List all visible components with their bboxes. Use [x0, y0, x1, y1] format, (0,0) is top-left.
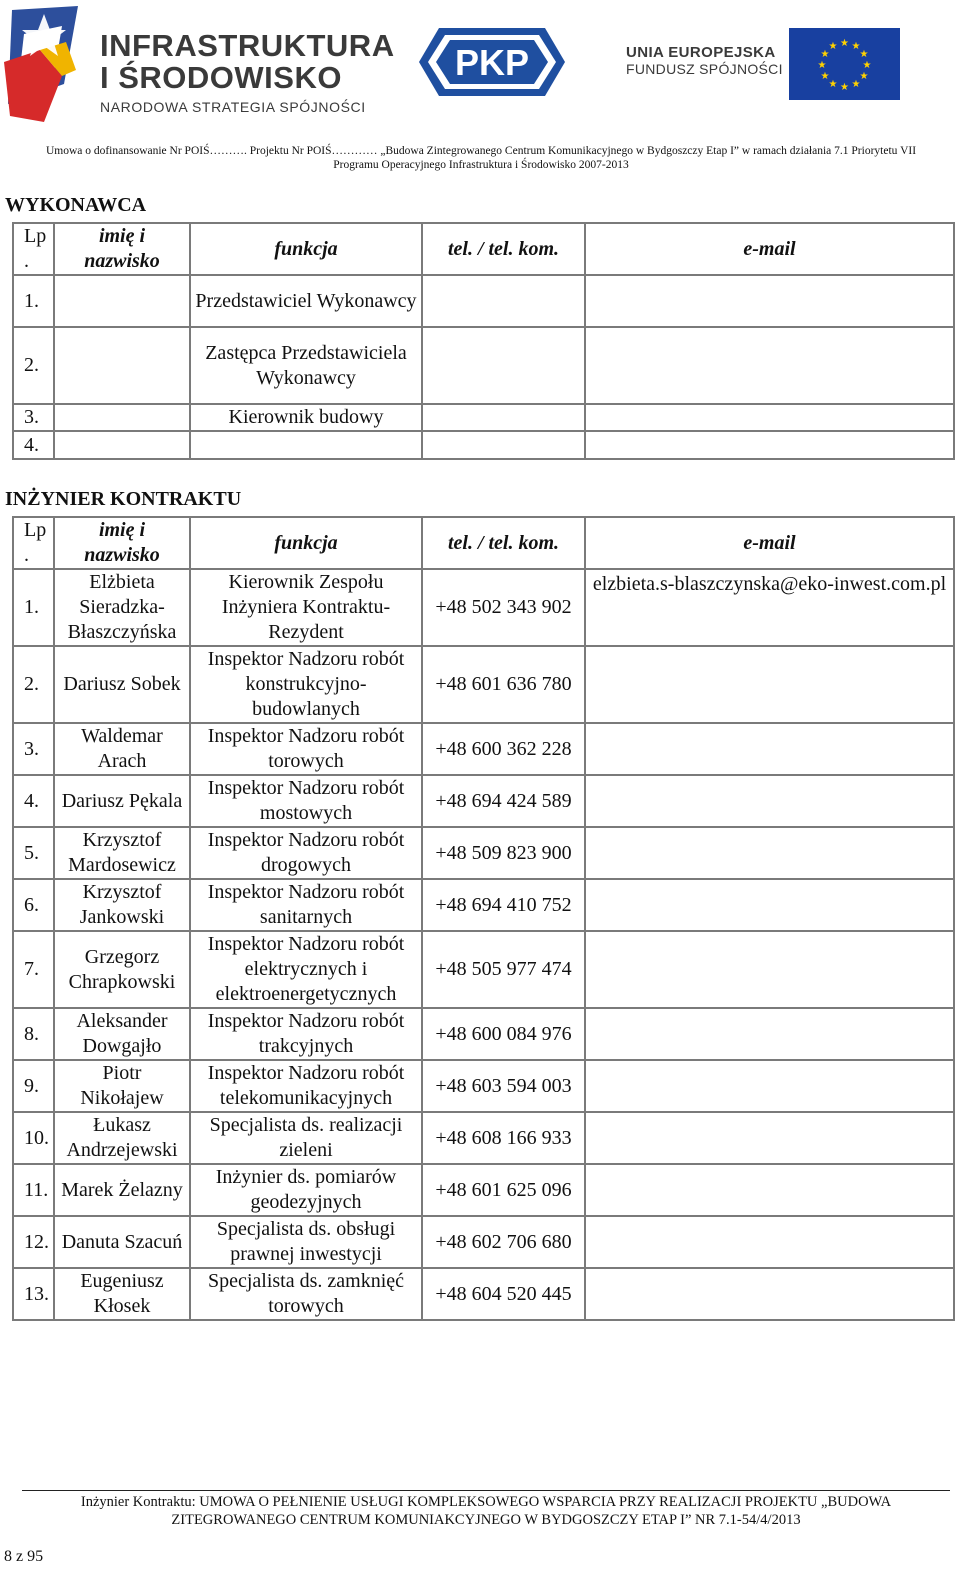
- row-email: [585, 723, 954, 775]
- table-row: [13, 775, 954, 827]
- row-email: [585, 879, 954, 931]
- row-lp: 2.: [13, 327, 54, 404]
- page-number: 8 z 95: [4, 1548, 44, 1565]
- footer-line2: ZITEGROWANEGO CENTRUM KOMUNIAKCYJNEGO W BYDGOSZCZY ETAP I” NR 7.1-54/4/2013: [171, 1512, 801, 1528]
- infrastruktura-logo-text: [100, 30, 395, 115]
- row-function: Specjalista ds. obsługi prawnej inwestycji: [190, 1216, 422, 1268]
- row-name: Piotr Nikołajew: [54, 1060, 190, 1112]
- row-function: Inspektor Nadzoru robót torowych: [190, 723, 422, 775]
- table-row: [13, 431, 954, 459]
- row-function: Inspektor Nadzoru robót drogowych: [190, 827, 422, 879]
- eu-fund-text: [626, 44, 783, 77]
- row-email: [585, 1216, 954, 1268]
- row-email: [585, 1008, 954, 1060]
- contractor-table: [12, 222, 955, 460]
- svg-text:★: ★: [820, 49, 830, 60]
- row-lp: 9.: [13, 1060, 54, 1112]
- row-lp: 10.: [13, 1112, 54, 1164]
- row-function: Inspektor Nadzoru robót konstrukcyjno-budowlanych: [190, 646, 422, 723]
- row-phone: +48 600 084 976: [422, 1008, 585, 1060]
- header-logos: [0, 0, 960, 130]
- row-lp: 1.: [13, 275, 54, 327]
- svg-text:★: ★: [851, 79, 861, 90]
- table-row: [13, 1008, 954, 1060]
- row-email: [585, 1164, 954, 1216]
- agreement-line2: Programu Operacyjnego Infrastruktura i Środowisko 2007-2013: [333, 159, 629, 171]
- row-function: Inspektor Nadzoru robót telekomunikacyjnych: [190, 1060, 422, 1112]
- table-row: [13, 327, 954, 404]
- table-row: [13, 931, 954, 1008]
- row-function: Specjalista ds. realizacji zieleni: [190, 1112, 422, 1164]
- header-email: e-mail: [585, 223, 954, 275]
- row-function: Specjalista ds. zamknięć torowych: [190, 1268, 422, 1320]
- svg-text:★: ★: [862, 60, 872, 71]
- table-row: [13, 723, 954, 775]
- row-email: [585, 1112, 954, 1164]
- table-row: [13, 1164, 954, 1216]
- table-row: [13, 827, 954, 879]
- row-name: Krzysztof Mardosewicz: [54, 827, 190, 879]
- eu-flag-icon: [789, 28, 900, 100]
- row-email: [585, 775, 954, 827]
- row-phone: +48 502 343 902: [422, 569, 585, 646]
- row-name: [54, 327, 190, 404]
- row-name: [54, 275, 190, 327]
- row-name: Grzegorz Chrapkowski: [54, 931, 190, 1008]
- row-email: [585, 275, 954, 327]
- row-email: [585, 404, 954, 431]
- row-phone: +48 505 977 474: [422, 931, 585, 1008]
- table-row: [13, 1216, 954, 1268]
- contractor-section-title: WYKONAWCA: [5, 194, 147, 216]
- row-function: Inspektor Nadzoru robót sanitarnych: [190, 879, 422, 931]
- row-phone: +48 603 594 003: [422, 1060, 585, 1112]
- svg-text:★: ★: [820, 71, 830, 82]
- row-function: Inżynier ds. pomiarów geodezyjnych: [190, 1164, 422, 1216]
- row-email: [585, 827, 954, 879]
- row-email: [585, 646, 954, 723]
- row-lp: 1.: [13, 569, 54, 646]
- row-function: Inspektor Nadzoru robót trakcyjnych: [190, 1008, 422, 1060]
- table-row: [13, 1112, 954, 1164]
- agreement-line1: Umowa o dofinansowanie Nr POIŚ………. Projektu Nr POIŚ………… „Budowa Zintegrowanego Centrum Komunikacyjnego w Bydgoszczy Etap I” w ramach działania 7.1 Priorytetu VII: [45, 145, 917, 157]
- row-name: Elżbieta Sieradzka-Błaszczyńska: [54, 569, 190, 646]
- row-lp: 8.: [13, 1008, 54, 1060]
- is-logo-line2: I ŚRODOWISKO: [100, 60, 342, 95]
- row-lp: 7.: [13, 931, 54, 1008]
- svg-text:★: ★: [851, 41, 861, 52]
- is-logo-line3: NARODOWA STRATEGIA SPÓJNOŚCI: [100, 99, 366, 115]
- svg-text:★: ★: [828, 41, 838, 52]
- row-phone: +48 602 706 680: [422, 1216, 585, 1268]
- table-row: [13, 1060, 954, 1112]
- row-phone: +48 509 823 900: [422, 827, 585, 879]
- contact-email[interactable]: elzbieta.s-blaszczynska@eko-inwest.com.pl: [585, 569, 954, 646]
- row-name: Waldemar Arach: [54, 723, 190, 775]
- row-phone: +48 604 520 445: [422, 1268, 585, 1320]
- svg-text:★: ★: [859, 49, 869, 60]
- header-lp: Lp .: [13, 223, 54, 275]
- row-function: Inspektor Nadzoru robót elektrycznych i elektroenergetycznych: [190, 931, 422, 1008]
- row-email: [585, 327, 954, 404]
- row-lp: 4.: [13, 775, 54, 827]
- engineer-section-title: INŻYNIER KONTRAKTU: [5, 488, 242, 510]
- row-lp: 6.: [13, 879, 54, 931]
- row-function: Inspektor Nadzoru robót mostowych: [190, 775, 422, 827]
- footer-contract-reference: [22, 1493, 950, 1529]
- row-lp: 13.: [13, 1268, 54, 1320]
- row-lp: 2.: [13, 646, 54, 723]
- row-phone: +48 694 424 589: [422, 775, 585, 827]
- row-phone: [422, 404, 585, 431]
- row-name: Eugeniusz Kłosek: [54, 1268, 190, 1320]
- row-function: [190, 431, 422, 459]
- header-lp: Lp .: [13, 517, 54, 569]
- row-email: [585, 431, 954, 459]
- is-logo-line1: INFRASTRUKTURA: [100, 28, 395, 63]
- row-name: Aleksander Dowgajło: [54, 1008, 190, 1060]
- row-name: Danuta Szacuń: [54, 1216, 190, 1268]
- table-header-row: [13, 223, 954, 275]
- row-phone: [422, 327, 585, 404]
- header-email: e-mail: [585, 517, 954, 569]
- header-phone: tel. / tel. kom.: [422, 223, 585, 275]
- header-function: funkcja: [190, 223, 422, 275]
- row-phone: +48 600 362 228: [422, 723, 585, 775]
- row-email: [585, 931, 954, 1008]
- infrastruktura-logo-icon: [4, 4, 114, 122]
- row-phone: [422, 275, 585, 327]
- header-name: imię i nazwisko: [54, 517, 190, 569]
- row-lp: 4.: [13, 431, 54, 459]
- header-function: funkcja: [190, 517, 422, 569]
- table-row: [13, 569, 954, 646]
- row-email: [585, 1268, 954, 1320]
- agreement-reference: [14, 144, 948, 172]
- row-lp: 5.: [13, 827, 54, 879]
- table-row: [13, 646, 954, 723]
- eu-line2: FUNDUSZ SPÓJNOŚCI: [626, 61, 783, 77]
- row-lp: 3.: [13, 723, 54, 775]
- engineer-table: [12, 516, 955, 1321]
- row-lp: 12.: [13, 1216, 54, 1268]
- row-function: Kierownik Zespołu Inżyniera Kontraktu-Rezydent: [190, 569, 422, 646]
- table-row: [13, 404, 954, 431]
- row-function: Zastępca Przedstawiciela Wykonawcy: [190, 327, 422, 404]
- pkp-logo-text: PKP: [454, 42, 530, 83]
- footer-line1: Inżynier Kontraktu: UMOWA O PEŁNIENIE USŁUGI KOMPLEKSOWEGO WSPARCIA PRZY REALIZACJI PROJEKTU „BUDOWA: [80, 1494, 892, 1510]
- svg-text:★: ★: [840, 82, 849, 93]
- row-name: Dariusz Pękala: [54, 775, 190, 827]
- table-row: [13, 1268, 954, 1320]
- svg-text:★: ★: [828, 79, 838, 90]
- footer-divider: [22, 1490, 950, 1491]
- row-phone: +48 601 625 096: [422, 1164, 585, 1216]
- svg-text:★: ★: [840, 38, 849, 49]
- row-name: Krzysztof Jankowski: [54, 879, 190, 931]
- table-row: [13, 275, 954, 327]
- row-lp: 11.: [13, 1164, 54, 1216]
- row-name: Łukasz Andrzejewski: [54, 1112, 190, 1164]
- row-function: Przedstawiciel Wykonawcy: [190, 275, 422, 327]
- row-phone: [422, 431, 585, 459]
- header-name: imię i nazwisko: [54, 223, 190, 275]
- row-name: [54, 431, 190, 459]
- eu-line1: UNIA EUROPEJSKA: [626, 44, 776, 61]
- table-row: [13, 879, 954, 931]
- row-name: Marek Żelazny: [54, 1164, 190, 1216]
- row-name: Dariusz Sobek: [54, 646, 190, 723]
- row-email: [585, 1060, 954, 1112]
- row-phone: +48 694 410 752: [422, 879, 585, 931]
- row-function: Kierownik budowy: [190, 404, 422, 431]
- svg-text:★: ★: [859, 71, 869, 82]
- row-phone: +48 601 636 780: [422, 646, 585, 723]
- table-header-row: [13, 517, 954, 569]
- pkp-logo-icon: [417, 26, 567, 98]
- svg-text:★: ★: [817, 60, 827, 71]
- row-name: [54, 404, 190, 431]
- row-phone: +48 608 166 933: [422, 1112, 585, 1164]
- header-phone: tel. / tel. kom.: [422, 517, 585, 569]
- row-lp: 3.: [13, 404, 54, 431]
